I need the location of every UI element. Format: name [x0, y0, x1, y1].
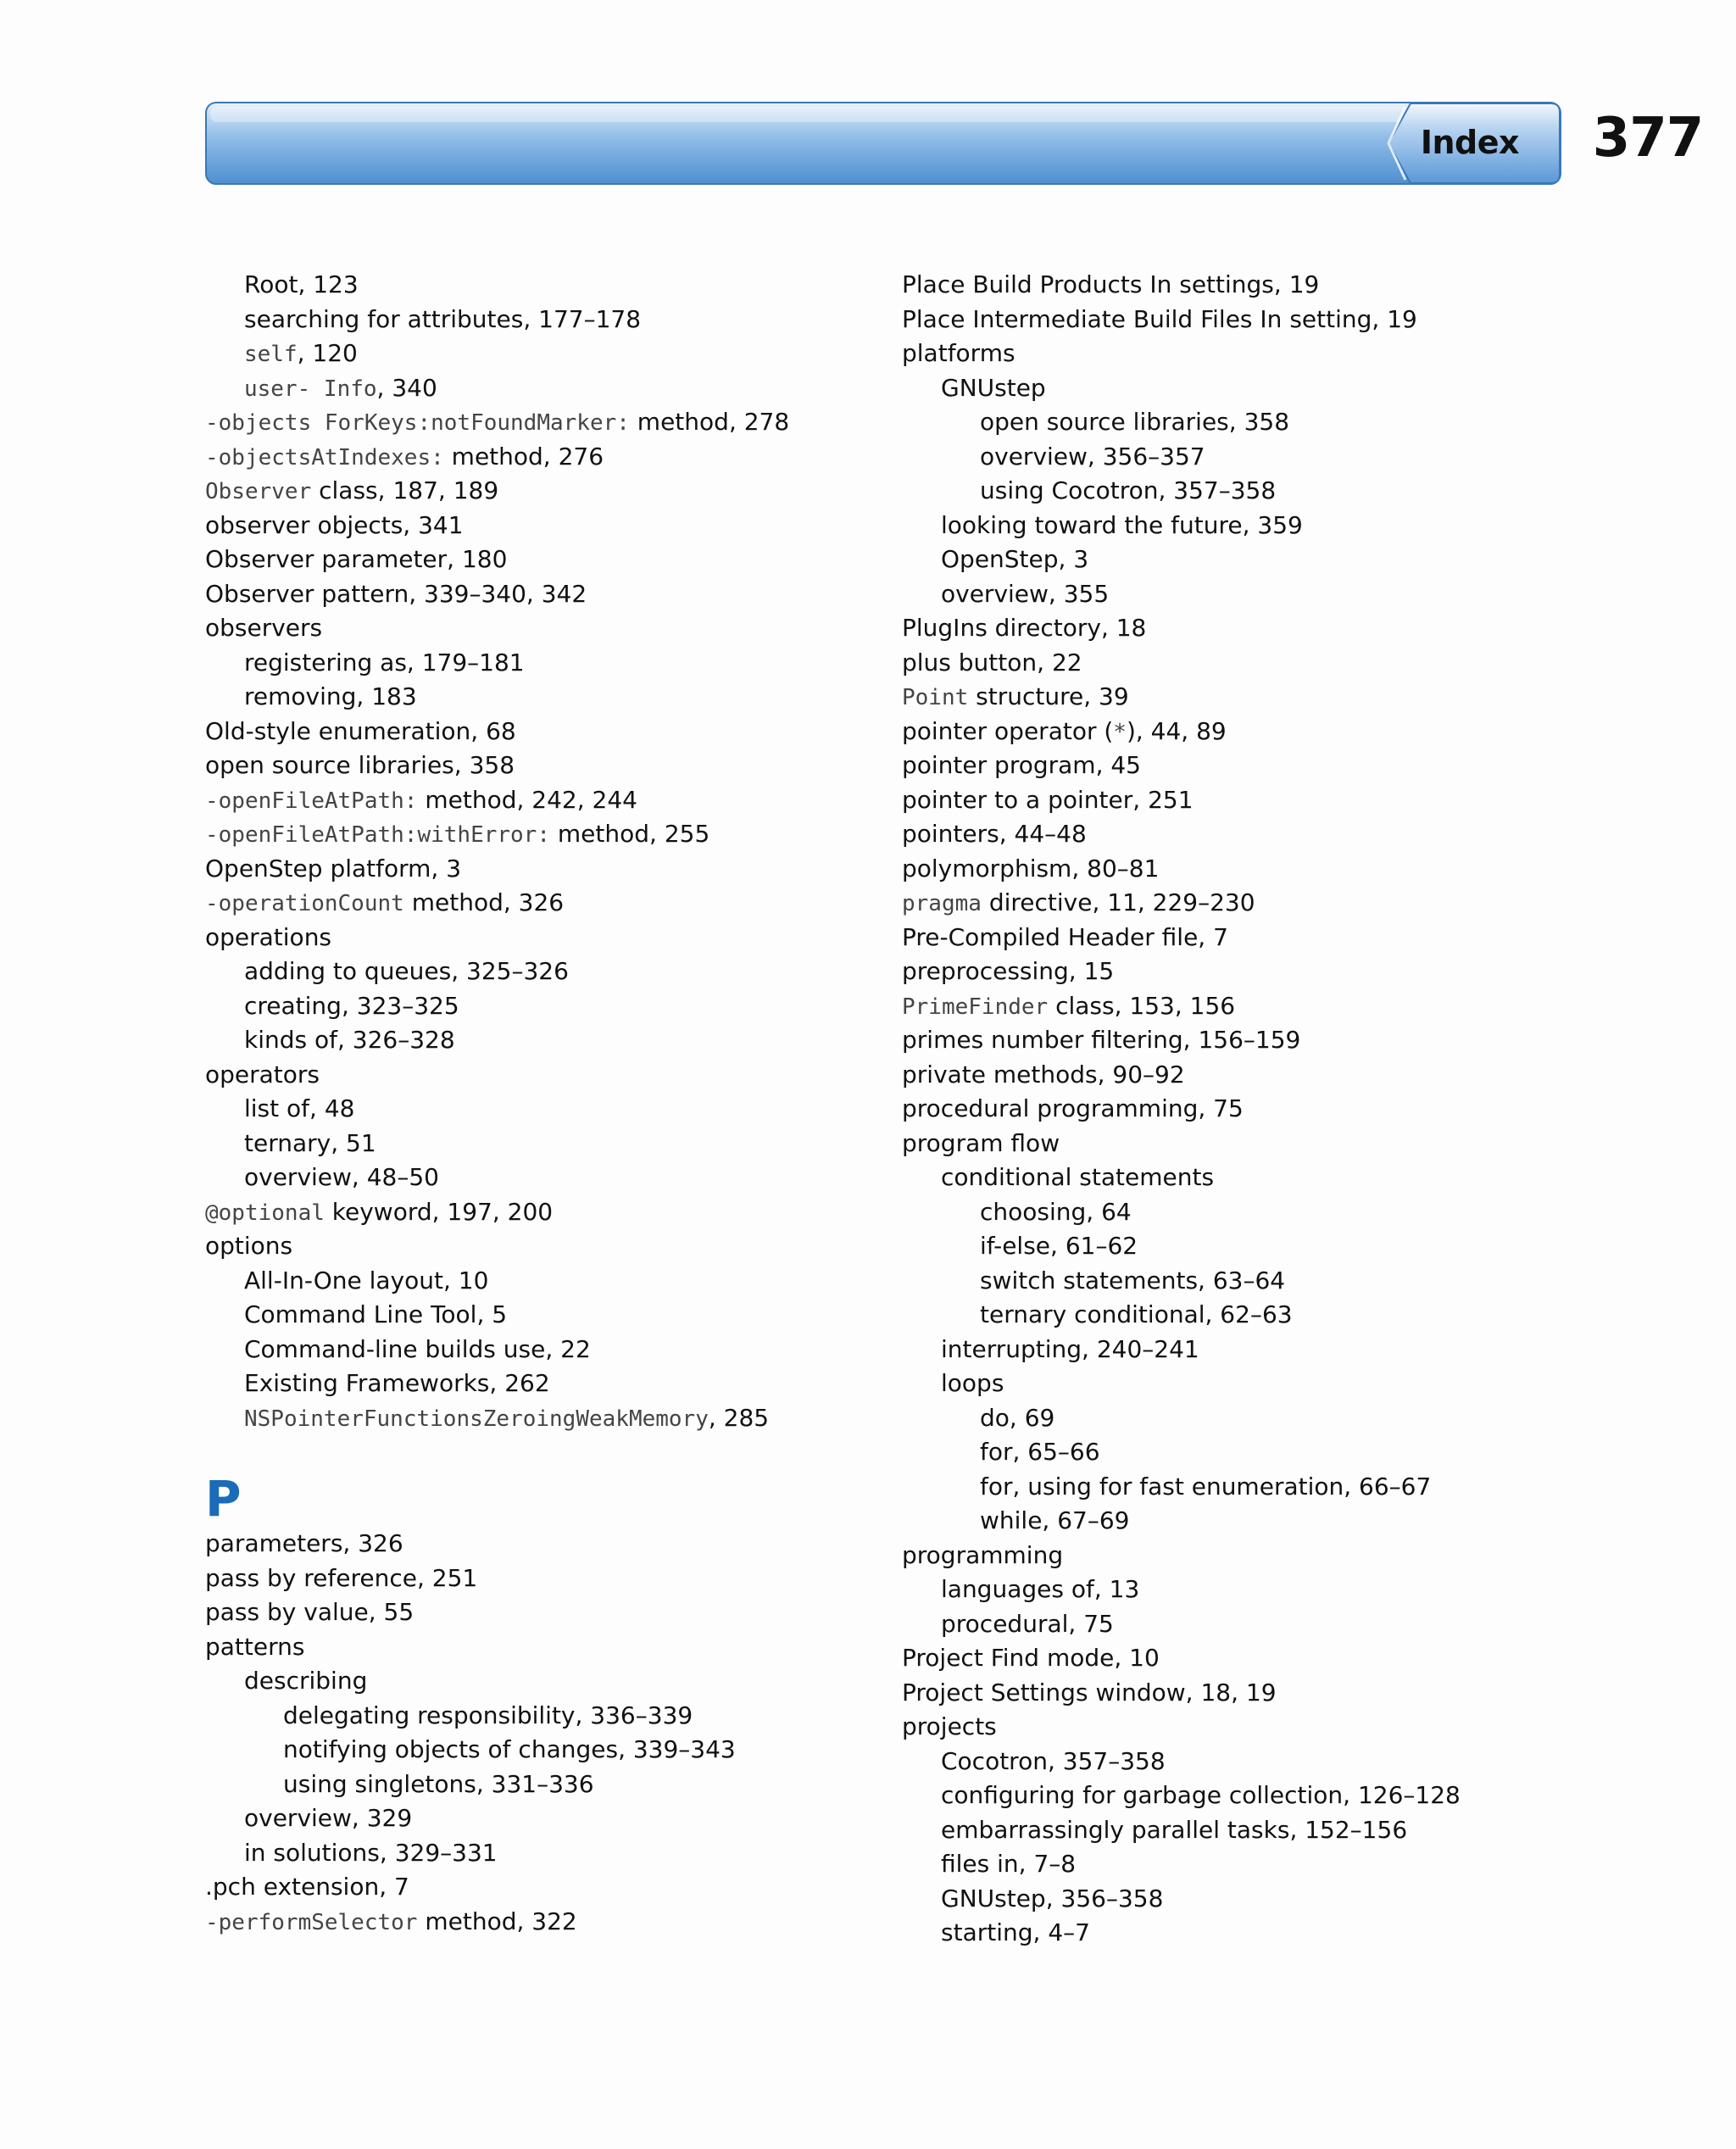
entry-text: in solutions, 329–331 [244, 1838, 498, 1867]
entry-text: Project Find mode, 10 [902, 1644, 1160, 1672]
index-subentry [902, 371, 1563, 406]
index-subentry [902, 1882, 1563, 1917]
entry-text: loops [941, 1369, 1004, 1397]
entry-text: embarrassingly parallel tasks, 152–156 [941, 1815, 1408, 1844]
entry-text: , 340 [376, 373, 437, 402]
entry-text: languages of, 13 [941, 1575, 1140, 1603]
index-entry [205, 749, 866, 783]
index-subentry [902, 1333, 1563, 1367]
index-entry [902, 337, 1563, 371]
index-subentry [205, 337, 866, 371]
entry-text: overview, 356–357 [980, 442, 1205, 470]
entry-text: program flow [902, 1128, 1060, 1157]
index-subentry [902, 1470, 1563, 1505]
index-entry [902, 1539, 1563, 1573]
index-entry [902, 646, 1563, 681]
index-entry [205, 1527, 866, 1562]
entry-text: Observer parameter, 180 [205, 545, 508, 573]
entry-text: class, 187, 189 [311, 476, 499, 504]
index-subentry [205, 1333, 866, 1367]
index-subentry [902, 1916, 1563, 1951]
entry-text: options [205, 1232, 293, 1260]
entry-text: Cocotron, 357–358 [941, 1746, 1166, 1775]
code-term: PrimeFinder [902, 994, 1049, 1020]
entry-text: keyword, 197, 200 [324, 1197, 554, 1226]
index-subentry [205, 989, 866, 1024]
code-term: -openFileAtPath:withError: [205, 822, 550, 848]
index-entry [205, 1630, 866, 1665]
entry-text: Place Intermediate Build Files In setting, 19 [902, 304, 1417, 333]
entry-text: , 285 [708, 1403, 770, 1432]
entry-text: Old-style enumeration, 68 [205, 716, 516, 745]
entry-text: for, 65–66 [980, 1438, 1100, 1466]
entry-text: using Cocotron, 357–358 [980, 476, 1277, 504]
index-subentry [902, 1813, 1563, 1848]
code-term: Observer [205, 479, 312, 504]
entry-text: OpenStep, 3 [941, 545, 1089, 573]
index-subentry [902, 1607, 1563, 1642]
index-subentry [902, 1401, 1563, 1436]
index-subentry [205, 646, 866, 681]
entry-text: overview, 48–50 [244, 1163, 439, 1191]
entry-text: creating, 323–325 [244, 991, 459, 1020]
entry-text: programming [902, 1540, 1064, 1569]
index-column-right [902, 268, 1563, 1951]
index-entry [205, 715, 866, 749]
entry-text: choosing, 64 [980, 1197, 1132, 1226]
index-entry [902, 783, 1563, 818]
code-term: -performSelector [205, 1909, 418, 1935]
index-entry [205, 1058, 866, 1093]
index-entry [205, 509, 866, 543]
index-entry [902, 680, 1563, 715]
entry-text: ), 44, 89 [1126, 716, 1227, 745]
index-entry [902, 611, 1563, 646]
code-term: -operationCount [205, 891, 404, 916]
entry-text: private methods, 90–92 [902, 1060, 1185, 1088]
entry-text: procedural, 75 [941, 1609, 1114, 1638]
code-term: @optional [205, 1200, 325, 1226]
index-entry [902, 268, 1563, 303]
index-subentry [902, 474, 1563, 509]
index-subentry [205, 371, 866, 406]
entry-text: Root, 123 [244, 270, 359, 298]
entry-text: pass by value, 55 [205, 1598, 415, 1626]
index-entry [205, 440, 866, 475]
index-entry [902, 817, 1563, 852]
entry-text: using singletons, 331–336 [283, 1769, 594, 1798]
index-subentry [902, 1367, 1563, 1401]
index-subentry [902, 1435, 1563, 1470]
page-number: 377 [1592, 107, 1704, 170]
code-term: Point [902, 685, 969, 710]
entry-text: adding to queues, 325–326 [244, 957, 569, 985]
index-subentry [902, 1229, 1563, 1264]
entry-text: platforms [902, 339, 1015, 367]
entry-text: procedural programming, 75 [902, 1094, 1244, 1122]
index-subentry [205, 1023, 866, 1058]
entry-text: All-In-One layout, 10 [244, 1266, 489, 1294]
index-entry [902, 1058, 1563, 1093]
index-entry [205, 543, 866, 577]
entry-text: Command Line Tool, 5 [244, 1300, 508, 1328]
index-subentry [902, 577, 1563, 612]
entry-text: method, 276 [443, 442, 604, 470]
entry-text: Place Build Products In settings, 19 [902, 270, 1320, 298]
index-subentry [902, 1847, 1563, 1882]
index-subentry [205, 1127, 866, 1161]
entry-text: searching for attributes, 177–178 [244, 304, 642, 333]
index-subentry [205, 1092, 866, 1127]
entry-text: starting, 4–7 [941, 1918, 1090, 1946]
entry-text: patterns [205, 1632, 305, 1661]
index-subentry [205, 268, 866, 303]
entry-text: kinds of, 326–328 [244, 1026, 455, 1054]
code-term: -openFileAtPath: [205, 788, 418, 814]
index-entry [205, 886, 866, 921]
entry-text: method, 326 [403, 888, 565, 916]
header-banner [205, 102, 1561, 185]
entry-text: Observer pattern, 339–340, 342 [205, 579, 587, 608]
entry-text: pointer program, 45 [902, 751, 1141, 779]
index-subentry [205, 1836, 866, 1871]
index-subentry [205, 1161, 866, 1195]
code-term: * [1113, 719, 1127, 745]
entry-text: Project Settings window, 18, 19 [902, 1678, 1277, 1706]
entry-text: operations [205, 922, 332, 951]
section-title: Index [1420, 124, 1519, 161]
index-entry [205, 1195, 866, 1230]
entry-text: for, using for fast enumeration, 66–67 [980, 1472, 1432, 1500]
index-entry [205, 577, 866, 612]
entry-text: .pch extension, 7 [205, 1873, 409, 1901]
entry-text: open source libraries, 358 [980, 408, 1290, 436]
index-entry [205, 852, 866, 887]
index-entry [205, 921, 866, 955]
entry-text: Pre-Compiled Header file, 7 [902, 922, 1228, 951]
entry-text: primes number filtering, 156–159 [902, 1026, 1301, 1054]
entry-text: projects [902, 1712, 997, 1740]
index-subentry [205, 1699, 866, 1734]
index-subentry [205, 1264, 866, 1299]
entry-text: Command-line builds use, 22 [244, 1334, 591, 1363]
index-entry [902, 1092, 1563, 1127]
entry-text: delegating responsibility, 336–339 [283, 1701, 693, 1729]
entry-text: method, 322 [417, 1907, 577, 1935]
entry-text: removing, 183 [244, 682, 417, 710]
entry-text: parameters, 326 [205, 1529, 403, 1557]
entry-text: PlugIns directory, 18 [902, 614, 1147, 642]
section-letter-heading: P [205, 1470, 242, 1528]
code-term: self [244, 342, 298, 367]
index-entry [902, 1676, 1563, 1711]
index-entry [902, 715, 1563, 749]
entry-text: open source libraries, 358 [205, 751, 515, 779]
index-entry [902, 1023, 1563, 1058]
index-subentry [205, 680, 866, 715]
index-entry [902, 303, 1563, 337]
index-entry [902, 989, 1563, 1024]
entry-text: notifying objects of changes, 339–343 [283, 1735, 736, 1763]
entry-text: pointers, 44–48 [902, 820, 1087, 848]
entry-text: overview, 355 [941, 579, 1110, 608]
index-subentry [902, 1573, 1563, 1607]
index-subentry [902, 509, 1563, 543]
entry-text: method, 242, 244 [417, 785, 637, 814]
entry-text: directive, 11, 229–230 [981, 888, 1255, 916]
index-subentry [902, 1298, 1563, 1333]
index-entry [205, 1870, 866, 1905]
entry-text: overview, 329 [244, 1804, 413, 1832]
entry-text: do, 69 [980, 1403, 1055, 1432]
index-entry [902, 1710, 1563, 1745]
entry-text: pass by reference, 251 [205, 1563, 478, 1592]
entry-text: GNUstep [941, 373, 1046, 402]
entry-text: if-else, 61–62 [980, 1232, 1138, 1260]
index-entry [902, 749, 1563, 783]
entry-text: list of, 48 [244, 1094, 355, 1122]
code-term: -objects ForKeys:notFoundMarker: [205, 410, 630, 436]
code-term: user- Info [244, 376, 377, 402]
entry-text: class, 153, 156 [1048, 991, 1236, 1020]
code-term: NSPointerFunctionsZeroingWeakMemory [244, 1406, 709, 1432]
index-entry [902, 1641, 1563, 1676]
index-subentry [205, 1733, 866, 1768]
index-subentry [902, 440, 1563, 475]
index-entry [205, 1229, 866, 1264]
entry-text: interrupting, 240–241 [941, 1334, 1199, 1363]
entry-text: , 120 [297, 339, 358, 367]
index-entry [205, 474, 866, 509]
index-subentry [902, 1264, 1563, 1299]
index-subentry [902, 1745, 1563, 1779]
index-subentry [205, 1298, 866, 1333]
entry-text: conditional statements [941, 1163, 1215, 1191]
entry-text: looking toward the future, 359 [941, 510, 1303, 539]
page-header [205, 102, 1704, 185]
index-entry [902, 886, 1563, 921]
index-entry [205, 817, 866, 852]
index-subentry [902, 1779, 1563, 1813]
entry-text: pointer operator ( [902, 716, 1114, 745]
entry-text: plus button, 22 [902, 648, 1082, 676]
index-entry [902, 921, 1563, 955]
entry-text: pointer to a pointer, 251 [902, 785, 1194, 814]
index-entry [205, 1562, 866, 1596]
entry-text: observer objects, 341 [205, 510, 464, 539]
entry-text: files in, 7–8 [941, 1850, 1077, 1878]
entry-text: structure, 39 [968, 682, 1129, 710]
index-subentry [205, 1768, 866, 1802]
entry-text: operators [205, 1060, 320, 1088]
index-subentry [205, 1801, 866, 1836]
index-subentry [902, 1195, 1563, 1230]
index-subentry [205, 1367, 866, 1401]
index-subentry [902, 543, 1563, 577]
code-term: pragma [902, 891, 982, 916]
entry-text: method, 278 [629, 408, 790, 436]
entry-text: Existing Frameworks, 262 [244, 1369, 550, 1397]
index-subentry [205, 1401, 866, 1436]
entry-text: registering as, 179–181 [244, 648, 525, 676]
entry-text: switch statements, 63–64 [980, 1266, 1286, 1294]
index-entry [205, 405, 866, 440]
index-entry [205, 611, 866, 646]
code-term: -objectsAtIndexes: [205, 444, 444, 470]
entry-text: ternary conditional, 62–63 [980, 1300, 1293, 1328]
entry-text: preprocessing, 15 [902, 957, 1115, 985]
entry-text: GNUstep, 356–358 [941, 1884, 1164, 1912]
index-entry [205, 1905, 866, 1940]
index-entry [902, 955, 1563, 989]
entry-text: ternary, 51 [244, 1128, 376, 1157]
index-entry [902, 1127, 1563, 1161]
index-subentry [902, 1504, 1563, 1539]
entry-text: describing [244, 1667, 368, 1695]
index-subentry [205, 303, 866, 337]
entry-text: observers [205, 614, 323, 642]
entry-text: OpenStep platform, 3 [205, 854, 462, 882]
entry-text: while, 67–69 [980, 1506, 1130, 1534]
entry-text: polymorphism, 80–81 [902, 854, 1160, 882]
entry-text: configuring for garbage collection, 126–128 [941, 1781, 1461, 1809]
index-entry [205, 783, 866, 818]
index-subentry [205, 955, 866, 989]
index-subentry [902, 1161, 1563, 1195]
index-subentry [902, 405, 1563, 440]
index-entry [902, 852, 1563, 887]
index-column-left [205, 268, 866, 1939]
index-subentry [205, 1664, 866, 1699]
entry-text: method, 255 [550, 820, 710, 848]
index-entry [205, 1595, 866, 1630]
